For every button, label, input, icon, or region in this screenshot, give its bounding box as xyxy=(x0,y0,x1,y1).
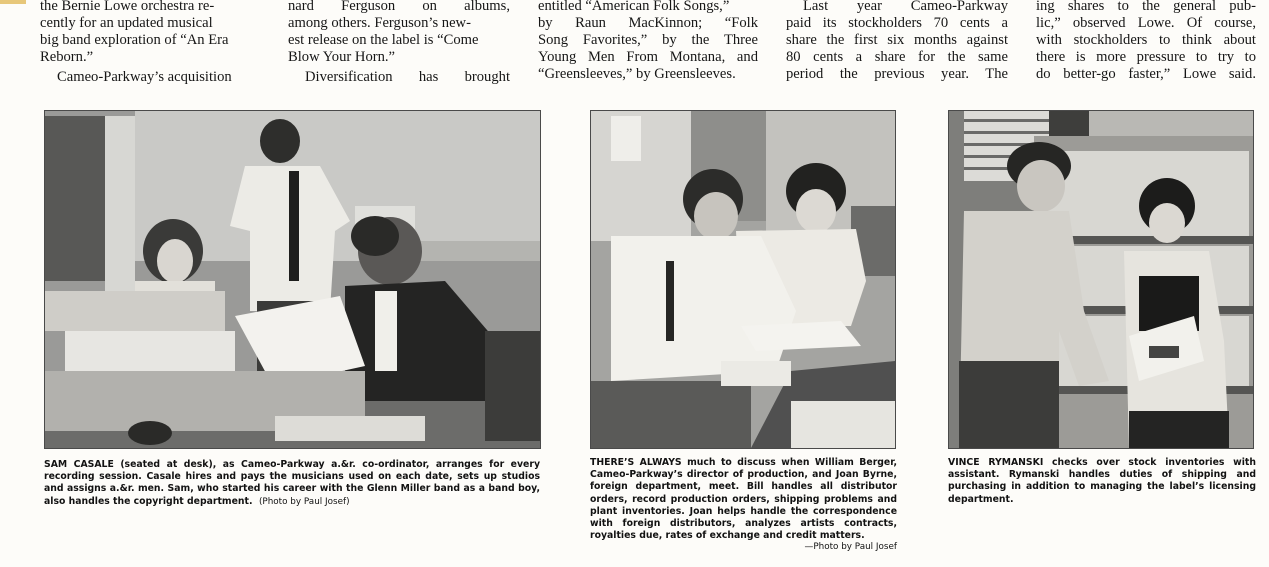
text-line: Diversification has brought xyxy=(305,69,510,85)
caption-body: much to discuss when William Berger, Cameo-Parkway’s director of production, and Joan Byrne, foreign department, meet. Bill handles all distributor orders, record production orders, shipping problems and plant inventories. Joan helps handle the correspondence with foreign distributors, analyzes artists contracts, royalties due, rates of exchange and credit matters. xyxy=(590,457,897,542)
text-line: Blow Your Horn.” xyxy=(288,49,396,65)
article-column-4 xyxy=(786,0,1008,83)
text-line: entitled “American Folk Songs,” xyxy=(538,0,730,14)
text-line: Song Favorites,” by the Three xyxy=(538,32,758,48)
text-line: with stockholders to think about xyxy=(1036,32,1256,48)
text-line: nard Ferguson on albums, xyxy=(288,0,510,14)
text-line: paid its stockholders 70 cents a xyxy=(786,15,1008,31)
caption-body: checks over stock inventories with assistant. Rymanski handles duties of shipping and purchasing in addition to managing the label’s licensing department. xyxy=(948,457,1256,505)
article-column-1 xyxy=(40,0,258,86)
text-line: among others. Ferguson’s new- xyxy=(288,15,471,31)
article-column-2 xyxy=(288,0,510,86)
text-line: do better-go faster,” Lowe said. xyxy=(1036,66,1256,82)
text-line: there is more pressure to try to xyxy=(1036,49,1256,65)
photo-office-desk xyxy=(44,110,541,449)
text-line: 80 cents a share for the same xyxy=(786,49,1008,65)
text-line: Young Men From Montana, and xyxy=(538,49,758,65)
text-line: share the first six months against xyxy=(786,32,1008,48)
text-line: cently for an updated musical xyxy=(40,15,213,31)
caption-sam-casale xyxy=(44,459,540,508)
photo-stock-inventory xyxy=(948,110,1254,449)
caption-lead: VINCE RYMANSKI xyxy=(948,457,1044,468)
text-line: “Greensleeves,” by Greensleeves. xyxy=(538,66,736,82)
text-line: Reborn.” xyxy=(40,49,94,65)
photo-credit: (Photo by Paul Josef) xyxy=(258,496,350,507)
corner-color-mark xyxy=(0,0,26,4)
text-line: ing shares to the general pub- xyxy=(1036,0,1256,14)
text-line: est release on the label is “Come xyxy=(288,32,479,48)
text-line: the Bernie Lowe orchestra re- xyxy=(40,0,215,14)
text-line: period the previous year. The xyxy=(786,66,1008,82)
article-column-3 xyxy=(538,0,758,83)
text-line: Cameo-Parkway’s acquisition xyxy=(57,69,232,85)
photo-production-meeting xyxy=(590,110,896,449)
text-line: Last year Cameo-Parkway xyxy=(803,0,1008,14)
photo-credit: —Photo by Paul Josef xyxy=(804,542,897,553)
caption-lead: THERE’S ALWAYS xyxy=(590,457,682,468)
text-line: by Raun MacKinnon; “Folk xyxy=(538,15,758,31)
caption-vince-rymanski xyxy=(948,457,1256,506)
article-column-5 xyxy=(1036,0,1256,83)
text-line: lic,” observed Lowe. Of course, xyxy=(1036,15,1256,31)
caption-body: as Cameo-Parkway a.&r. co-ordinator, arranges for every recording session. Casale hires and pays the musicians used on each date, sets up studios and assigns a.&r. men. Sam, who started his career with the Glenn Miller band as a band boy, also handles the copyright department. xyxy=(44,459,540,507)
caption-william-berger xyxy=(590,457,897,554)
caption-lead: SAM CASALE (seated at desk), xyxy=(44,459,217,470)
text-line: big band exploration of “An Era xyxy=(40,32,229,48)
